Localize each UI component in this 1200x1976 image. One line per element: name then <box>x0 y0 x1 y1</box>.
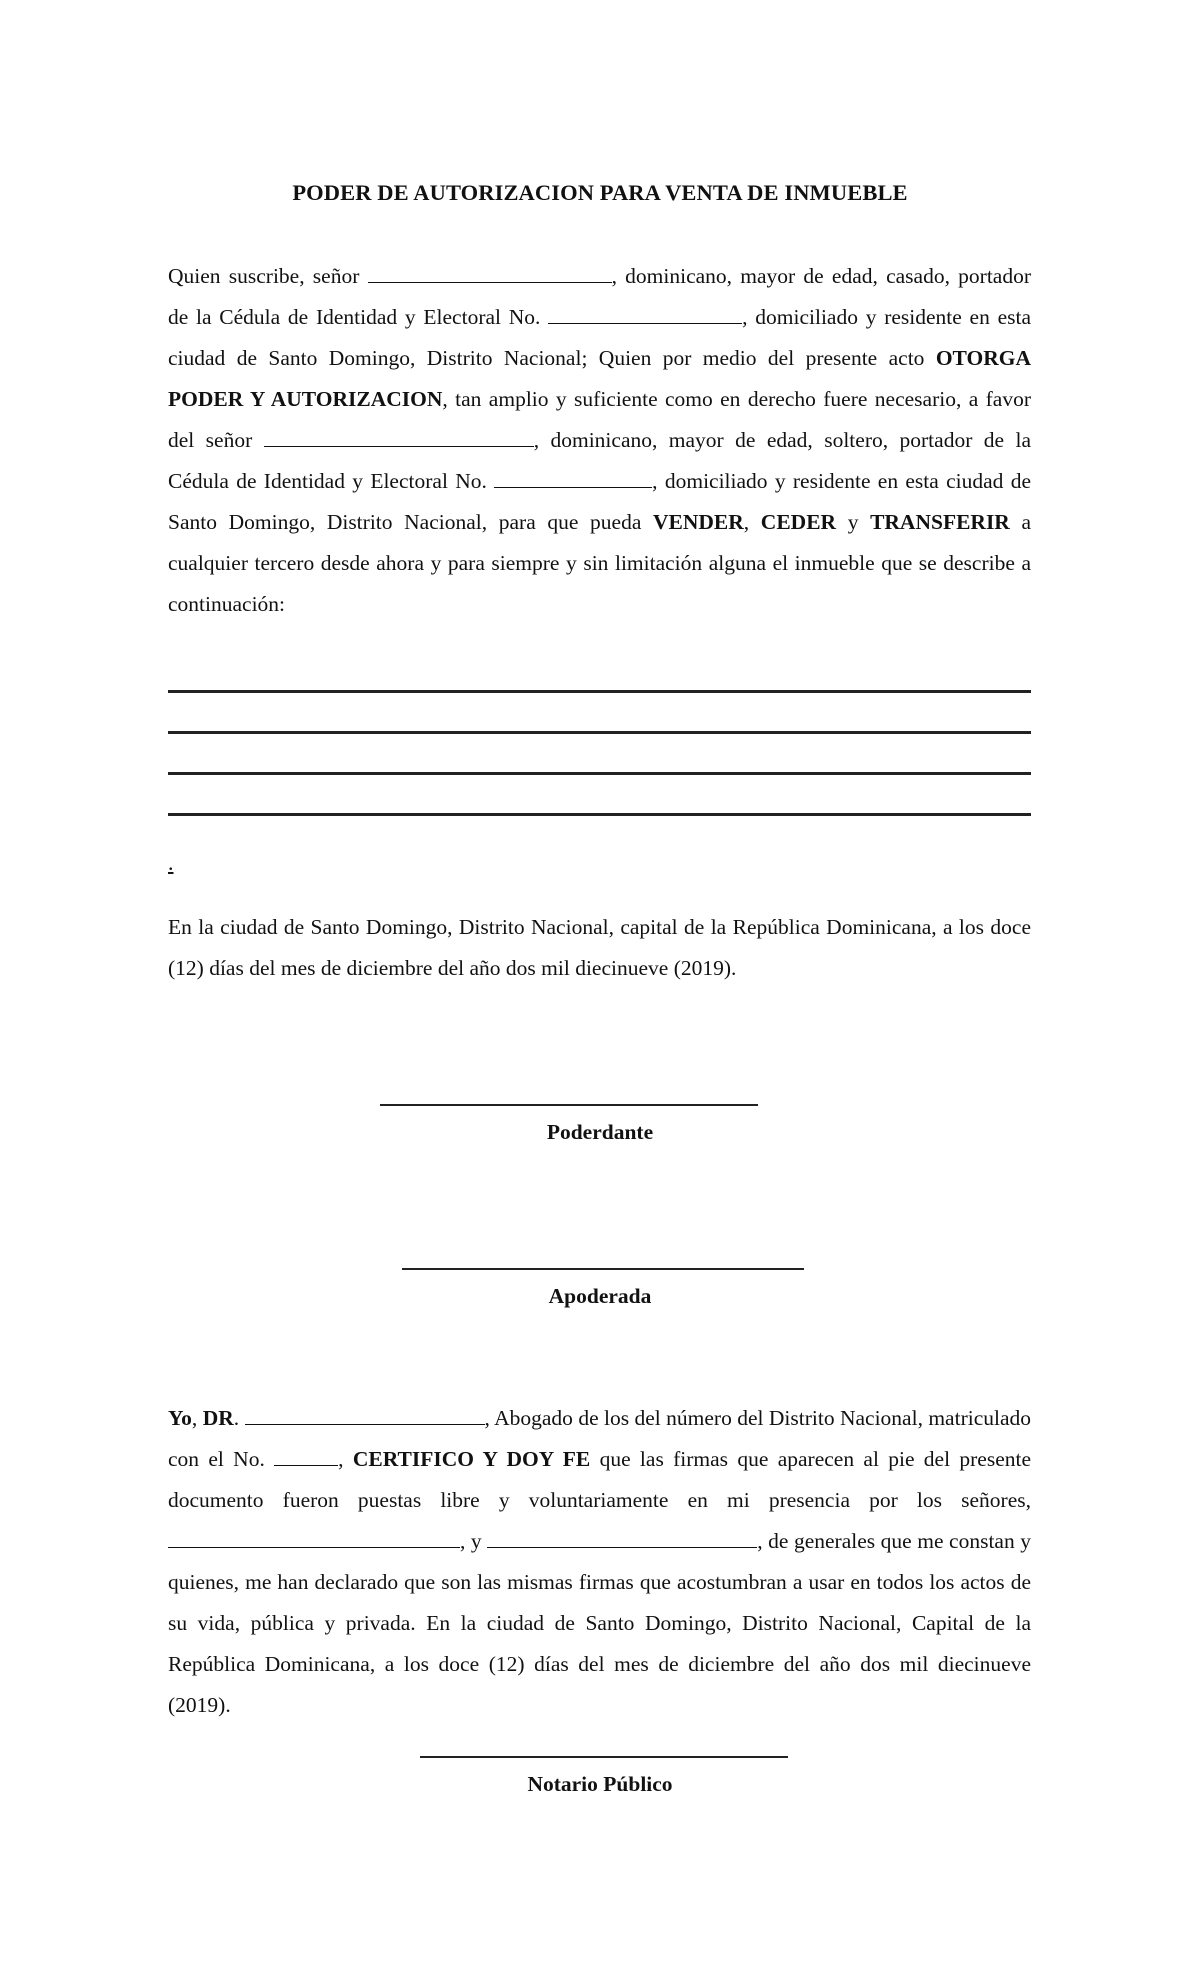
property-description-line-4[interactable] <box>168 813 1031 816</box>
apoderada-label: Apoderada <box>548 1284 652 1308</box>
apoderada-signature-line[interactable] <box>402 1268 804 1270</box>
notary-paragraph: Yo, DR. , Abogado de los del número del Distrito Nacional, matriculado con el No. , CERTIFICO Y DOY FE que las firmas que aparecen al pie del presente documento fueron puestas libre y voluntariamente en mi presencia por los señores, , y , de generales que me constan y quienes, me han declarado que son las mismas firmas que acostumbran a usar en todos los actos de su vida, pública y privada. En la ciudad de Santo Domingo, Distrito Nacional, Capital de la República Dominicana, a los doce (12) días del mes de diciembre del año dos mil diecinueve (2019). <box>168 1406 1032 1717</box>
grant-paragraph: Quien suscribe, señor , dominicano, mayor de edad, casado, portador de la Cédula de Identidad y Electoral No. , domiciliado y residente en esta ciudad de Santo Domingo, Distrito Nacional; Quien por medio del presente acto OTORGA PODER Y AUTORIZACION, tan amplio y suficiente como en derecho fuere necesario, a favor del señor , dominicano, mayor de edad, soltero, portador de la Cédula de Identidad y Electoral No. , domiciliado y residente en esta ciudad de Santo Domingo, Distrito Nacional, para que pueda VENDER, CEDER y TRANSFERIR a cualquier tercero desde ahora y para siempre y sin limitación alguna el inmueble que se describe a continuación: <box>168 264 1032 616</box>
second-signer-blank[interactable] <box>487 1546 757 1548</box>
property-description-line-2[interactable] <box>168 731 1031 734</box>
grantor-id-blank[interactable] <box>548 322 742 324</box>
document-title: PODER DE AUTORIZACION PARA VENTA DE INMUEBLE <box>292 180 908 205</box>
description-end-dot: . <box>168 850 174 875</box>
poderdante-signature-line[interactable] <box>380 1104 758 1106</box>
date-paragraph: En la ciudad de Santo Domingo, Distrito Nacional, capital de la República Dominicana, a los doce (12) días del mes de diciembre del año dos mil diecinueve (2019). <box>168 915 1031 980</box>
attorney-name-blank[interactable] <box>264 445 534 447</box>
registration-number-blank[interactable] <box>274 1464 338 1466</box>
notary-signature-line[interactable] <box>420 1756 788 1758</box>
property-description-line-1[interactable] <box>168 690 1031 693</box>
attorney-id-blank[interactable] <box>494 486 652 488</box>
notary-label: Notario Público <box>527 1772 673 1796</box>
grantor-name-blank[interactable] <box>368 281 612 283</box>
lawyer-name-blank[interactable] <box>245 1423 485 1425</box>
property-description-line-3[interactable] <box>168 772 1031 775</box>
first-signer-blank[interactable] <box>168 1546 460 1548</box>
poderdante-label: Poderdante <box>546 1120 654 1144</box>
